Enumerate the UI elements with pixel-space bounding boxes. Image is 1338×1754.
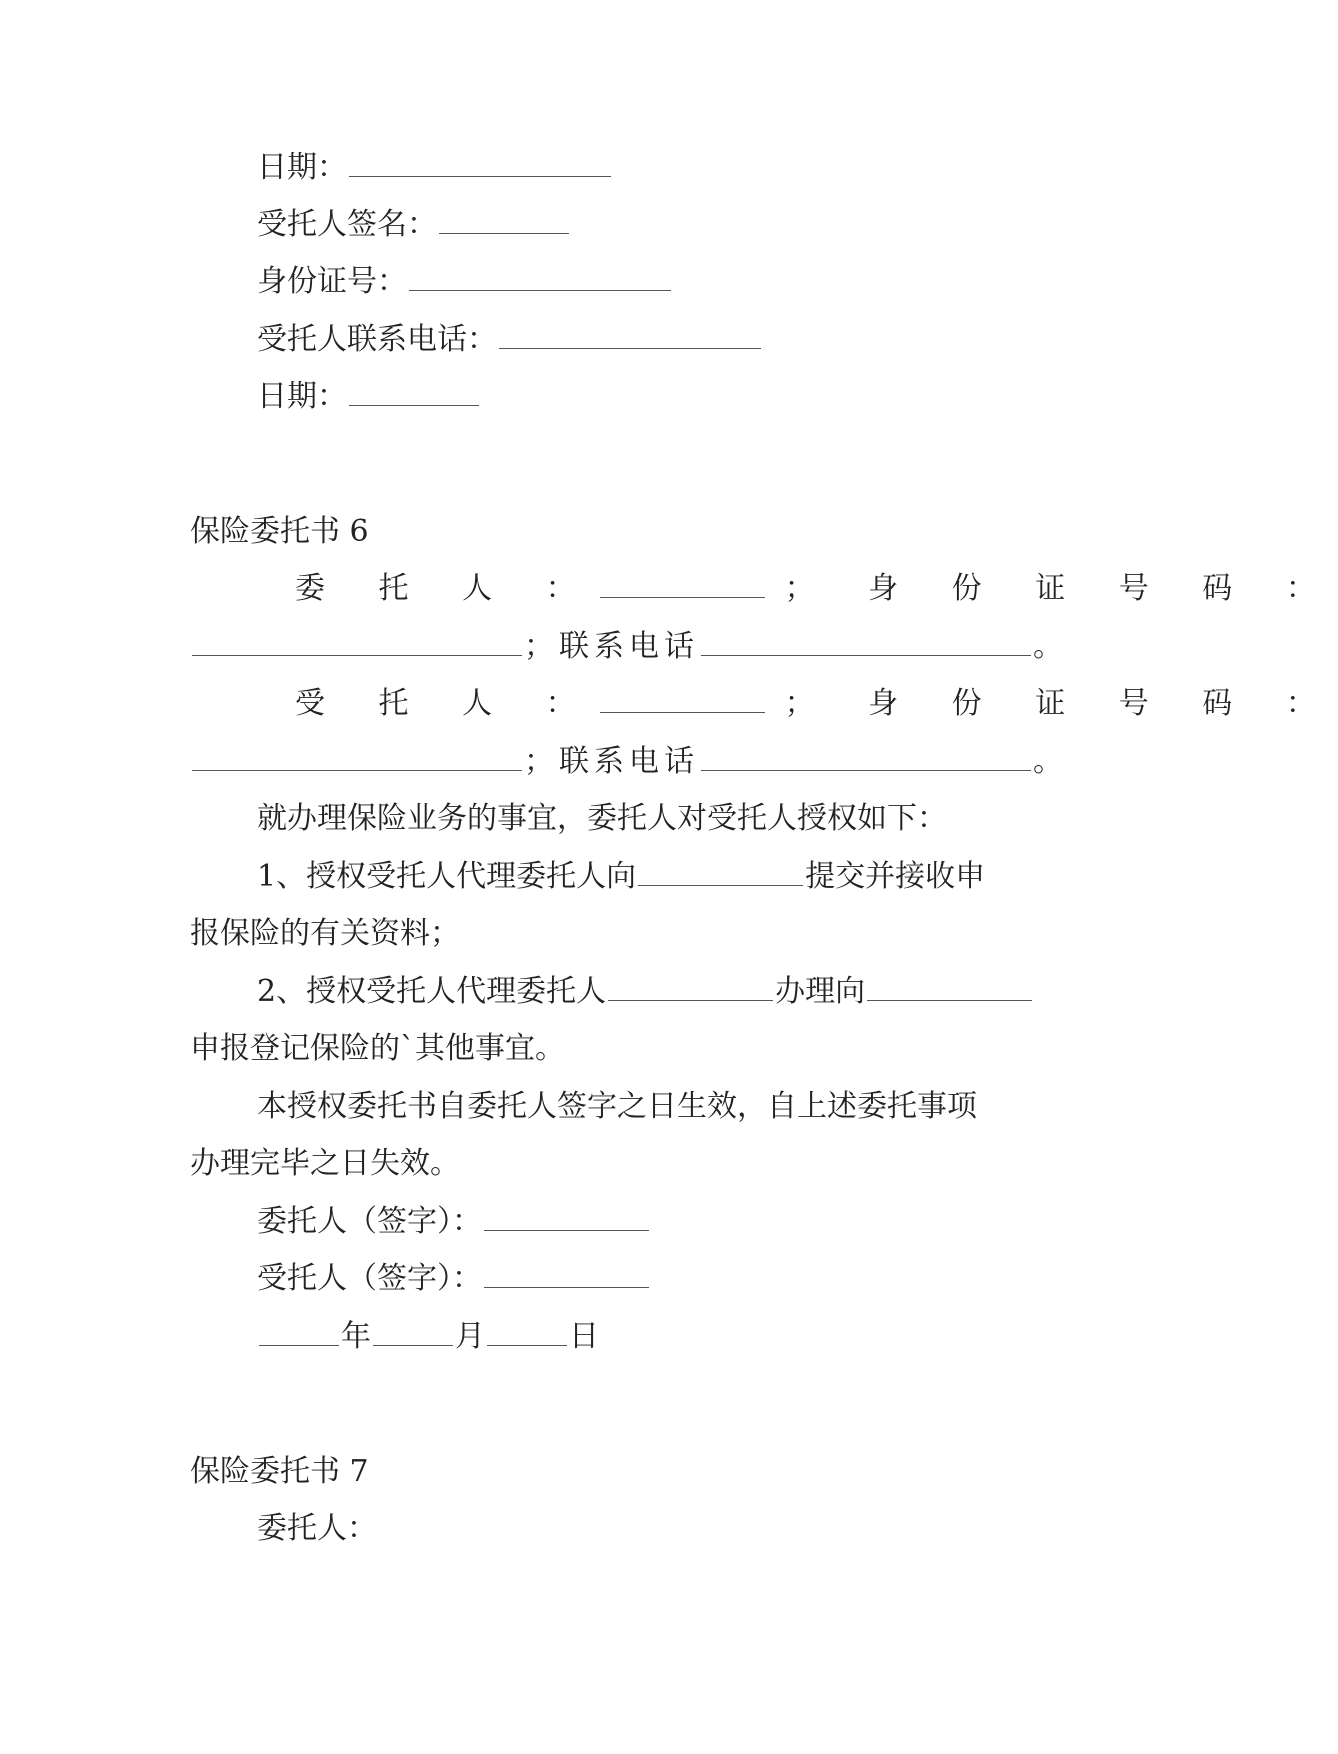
principal-phone-blank [701,629,1031,656]
trustee-signature-line [257,205,571,245]
item-2-line-2: 申报登记保险的`其他事宜。 [190,1031,565,1066]
agent-signature-blank [484,1261,649,1288]
trustee-signature-blank [439,207,569,234]
id-number-label: 身份证号： [257,264,407,299]
effective-line-1: 本授权委托书自委托人签字之日生效，自上述委托事项 [257,1089,977,1124]
item-1-blank [638,859,803,886]
item-1-text-b: 提交并接收申 [805,859,986,894]
item-2-text-a: 2、授权受托人代理委托人 [257,974,607,1009]
item-1-line-1 [257,857,985,897]
date-blank [349,150,611,177]
agent-id-blank [192,744,522,771]
day-blank [487,1319,567,1346]
agent-id-label: ； 身 份 证 号 码 ： [784,686,1338,721]
section-6-title: 保险委托书 6 [190,514,369,549]
id-number-blank [409,264,671,291]
trustee-phone-blank [499,322,761,349]
id-number-line [257,262,673,302]
item-1-text-a: 1、授权受托人代理委托人向 [257,859,637,894]
date-line-2 [257,377,481,417]
item-1-line-2: 报保险的有关资料； [190,916,460,951]
item-2-text-b: 办理向 [775,974,866,1009]
agent-signature-line [257,1259,651,1299]
intro-paragraph: 就办理保险业务的事宜，委托人对受托人授权如下： [257,801,947,836]
date-fill-line [257,1317,599,1357]
date-label: 日期： [257,150,347,185]
agent-phone-label: ；联系电话 [524,744,699,779]
principal-phone-label: ；联系电话 [524,629,699,664]
principal-contact-line [190,627,1063,667]
day-label: 日 [569,1319,599,1354]
trustee-phone-line [257,320,763,360]
date-line-1 [257,148,613,188]
principal-signature-blank [484,1204,649,1231]
year-label: 年 [341,1319,371,1354]
end-mark: 。 [1033,744,1063,779]
principal-signature-label: 委托人（签字）： [257,1204,482,1239]
date-blank [349,379,479,406]
trustee-signature-label: 受托人签名： [257,207,437,242]
effective-line-2: 办理完毕之日失效。 [190,1146,460,1181]
agent-label: 受 托 人 ： [295,686,598,721]
date-label: 日期： [257,379,347,414]
month-label: 月 [455,1319,485,1354]
principal-id-label: ； 身 份 证 号 码 ： [784,571,1338,606]
section-7-title: 保险委托书 7 [190,1454,369,1489]
section-7-principal-line: 委托人： [257,1511,377,1546]
agent-blank [600,686,765,713]
principal-line [295,569,1338,609]
item-2-blank-2 [867,974,1032,1001]
agent-contact-line [190,742,1063,782]
principal-blank [600,571,765,598]
month-blank [373,1319,453,1346]
item-2-line-1 [257,972,1034,1012]
year-blank [259,1319,339,1346]
trustee-phone-label: 受托人联系电话： [257,322,497,357]
principal-id-blank [192,629,522,656]
principal-signature-line [257,1202,651,1242]
principal-label: 委 托 人 ： [295,571,598,606]
agent-phone-blank [701,744,1031,771]
agent-line [295,684,1338,724]
agent-signature-label: 受托人（签字）： [257,1261,482,1296]
end-mark: 。 [1033,629,1063,664]
item-2-blank-1 [608,974,773,1001]
